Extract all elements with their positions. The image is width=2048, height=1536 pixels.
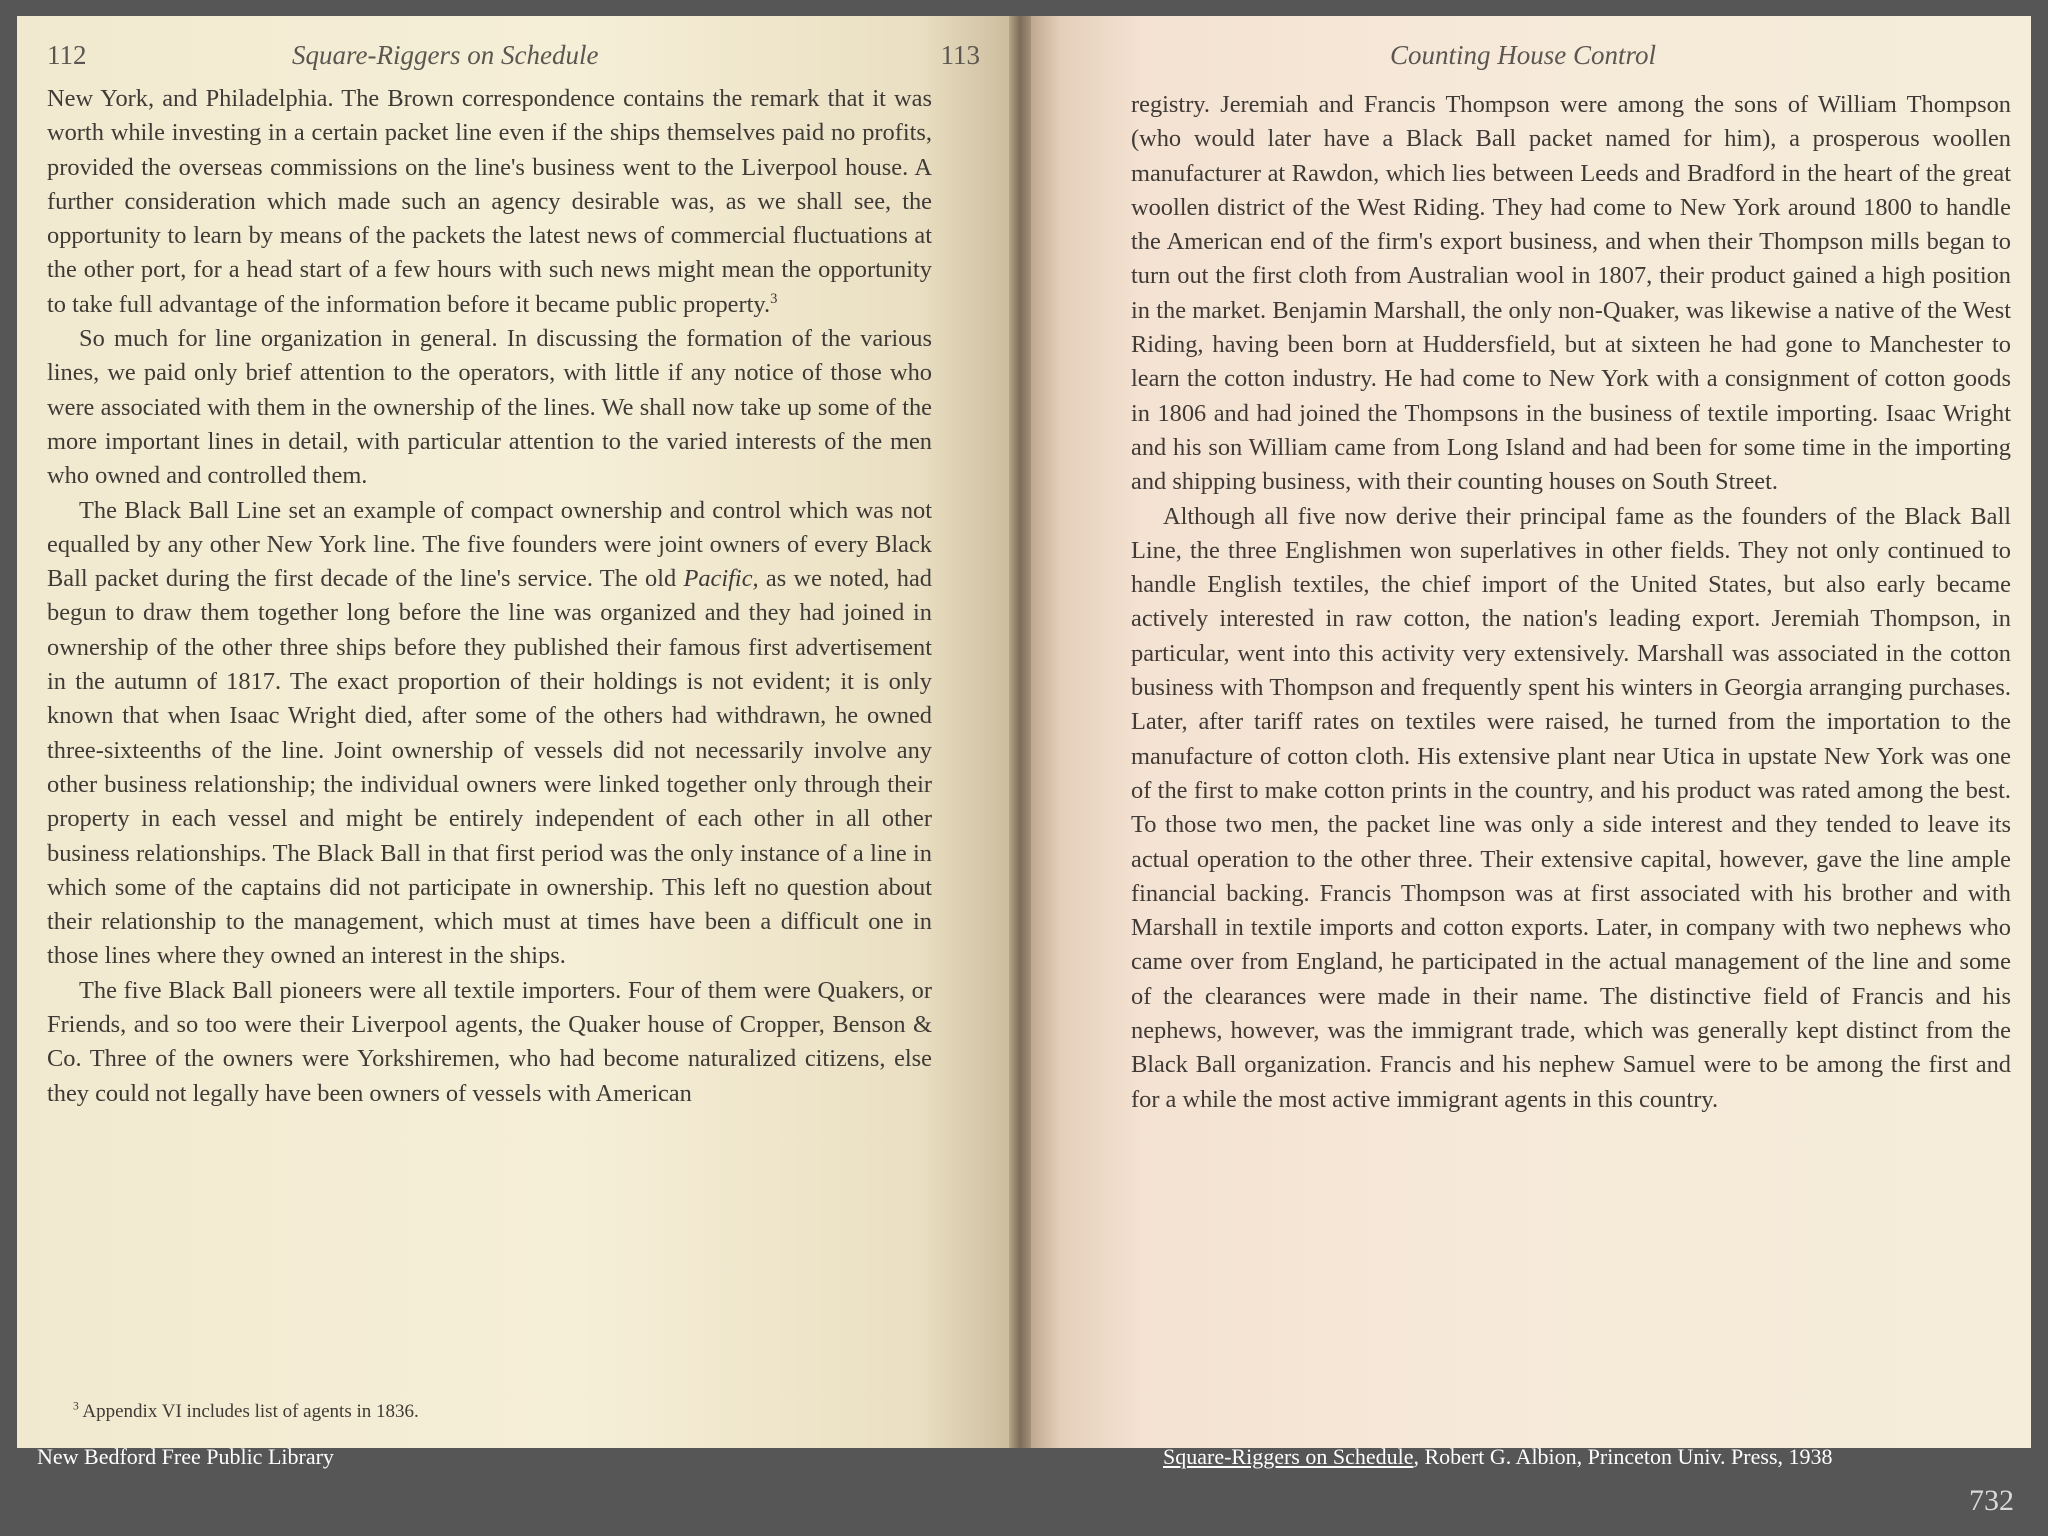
right-running-title: Counting House Control	[1390, 40, 1657, 70]
left-page	[17, 16, 1020, 1448]
caption-source-library: New Bedford Free Public Library	[37, 1444, 334, 1469]
footnote-marker: 3	[73, 1400, 79, 1413]
book-spread-photo	[17, 16, 2031, 1448]
slide-number: 732	[1969, 1484, 2014, 1517]
book-gutter	[1009, 16, 1031, 1448]
paragraph	[1131, 500, 2011, 1117]
paragraph-text: New York, and Philadelphia. The Brown correspondence contains the remark that it was worth while investing in a certain packet line even if the ships themselves paid no profits, provided the overseas commissions on the line's business went to the Liverpool house. A further consideration which made such an agency desirable was, as we shall see, the opportunity to learn by means of the packets the latest news of commercial fluctuations at the other port, for a head start of a few hours with such news might mean the opportunity to take full advantage of the information before it became public property.	[47, 85, 932, 318]
paragraph-text: Although all five now derive their principal fame as the founders of the Black Ball Line, the three Englishmen won superlatives in other fields. They not only continued to handle English textiles, the chief import of the United States, but also early became actively interested in raw cotton, the nation's leading export. Jeremiah Thompson, in particular, went into this activity very extensively. Marshall was associated in the cotton business with Thompson and frequently spent his winters in Georgia arranging purchases. Later, after tariff rates on textiles were raised, he turned from the importation to the manufacture of cotton cloth. His extensive plant near Utica in upstate New York was one of the first to make cotton prints in the country, and his product was rated among the best. To those two men, the packet line was only a side interest and they tended to leave its actual operation to the other three. Their extensive capital, however, gave the line ample financial backing. Francis Thompson was at first associated with his brother and with Marshall in textile imports and cotton exports. Later, in company with two nephews who came over from England, he participated in the actual management of the line and some of the clearances were made in their name. The distinctive field of Francis and his nephews, however, was the immigrant trade, which was generally kept distinct from the Black Ball organization. Francis and his nephew Samuel were to be among the first and for a while the most active immigrant agents in this country.	[1131, 502, 2011, 1113]
paragraph-text: The five Black Ball pioneers were all textile importers. Four of them were Quakers, or Friends, and so too were their Liverpool agents, the Quaker house of Cropper, Benson & Co. Three of the owners were Yorkshiremen, who had become naturalized citizens, else they could not legally have been owners of vessels with American	[47, 976, 932, 1107]
caption-citation	[1163, 1444, 1833, 1470]
italic-text: Pacific,	[683, 565, 759, 593]
citation-book-title: Square-Riggers on Schedule	[1163, 1444, 1414, 1469]
paragraph-text: registry. Jeremiah and Francis Thompson were among the sons of William Thompson (who would later have a Black Ball packet named for him), a prosperous woollen manufacturer at Rawdon, which lies between Leeds and Bradford in the heart of the great woollen district of the West Riding. They had come to New York around 1800 to handle the American end of the firm's export business, and when their Thompson mills began to turn out the first cloth from Australian wool in 1807, their product gained a high position in the market. Benjamin Marshall, the only non-Quaker, was likewise a native of the West Riding, having been born at Huddersfield, but at sixteen he had gone to Manchester to learn the cotton industry. He had come to New York with a consignment of cotton goods in 1806 and had joined the Thompsons in the business of textile importing. Isaac Wright and his son William came from Long Island and had been for some time in the importing and shipping business, with their counting houses on South Street.	[1131, 91, 2011, 496]
footnote-reference: 3	[770, 290, 778, 307]
left-page-body	[47, 82, 932, 1111]
paragraph	[47, 974, 932, 1111]
paragraph-text: So much for line organization in general. In discussing the formation of the various lines, we paid only brief attention to the operators, with little if any notice of those who were associated with them in the ownership of the lines. We shall now take up some of the more important lines in detail, with particular attention to the varied interests of the men who owned and controlled them.	[47, 325, 932, 490]
footnote-text: Appendix VI includes list of agents in 1836.	[82, 1401, 419, 1422]
citation-details: , Robert G. Albion, Princeton Univ. Press, 1938	[1413, 1444, 1833, 1469]
footnote	[73, 1401, 419, 1423]
paragraph	[47, 494, 932, 974]
right-page	[940, 16, 2031, 1448]
paragraph	[1131, 88, 2011, 500]
paragraph	[47, 82, 932, 322]
right-page-number: 113	[940, 40, 980, 70]
paragraph-text: as we noted, had begun to draw them together long before the line was organized and they had joined in ownership of the other three ships before they published their famous first advertisement in the autumn of 1817. The exact proportion of their holdings is not evident; it is only known that when Isaac Wright died, after some of the others had withdrawn, he owned three-sixteenths of the line. Joint ownership of vessels did not necessarily involve any other business relationship; the individual owners were linked together only through their property in each vessel and might be entirely independent of each other in all other business relationships. The Black Ball in that first period was the only instance of a line in which some of the captains did not participate in ownership. This left no question about their relationship to the management, which must at times have been a difficult one in those lines where they owned an interest in the ships.	[47, 565, 933, 970]
paragraph	[47, 322, 932, 493]
left-page-number: 112	[47, 40, 87, 70]
right-page-body	[1131, 88, 2011, 1117]
left-running-title: Square-Riggers on Schedule	[292, 40, 599, 70]
paragraph-text: The Black Ball Line set an example of compact ownership and control which was not equalled by any other New York line. The five founders were joint owners of every Black Ball packet during the first decade of the line's service. The old	[47, 496, 932, 593]
